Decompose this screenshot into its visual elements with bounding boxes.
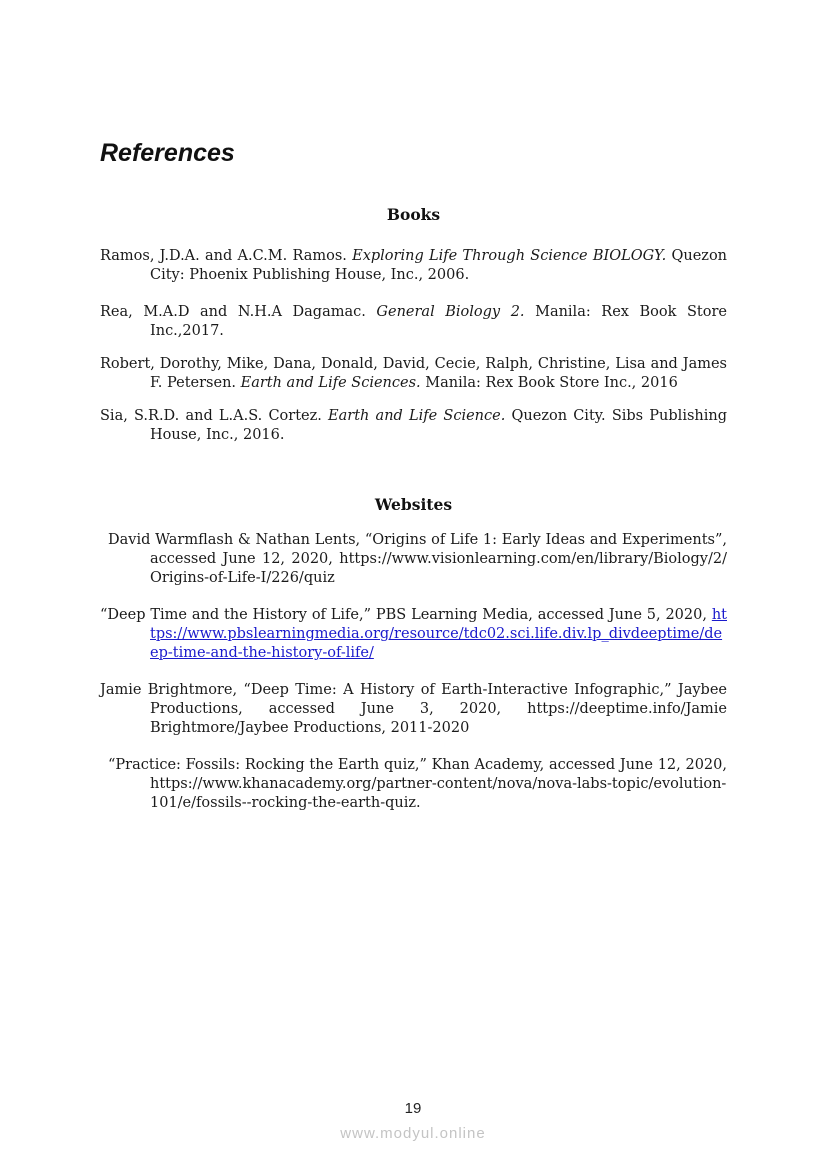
websites-heading: Websites	[374, 495, 453, 514]
book-title: General Biology 2.	[376, 304, 525, 320]
watermark: www.modyul.online	[340, 1125, 486, 1142]
book-reference: Sia, S.R.D. and L.A.S. Cortez. Earth and Life Science. Quezon City. Sibs Publishing House, Inc., 2016.	[100, 408, 727, 443]
book-reference: Ramos, J.D.A. and A.C.M. Ramos. Exploring Life Through Science BIOLOGY. Quezon City: Phoenix Publishing House, Inc., 2006.	[100, 248, 728, 283]
book-reference: Robert, Dorothy, Mike, Dana, Donald, David, Cecie, Ralph, Christine, Lisa and James F. Petersen. Earth and Life Sciences. Manila: Rex Book Store Inc., 2016	[100, 356, 727, 391]
page-number: 19	[404, 1100, 422, 1117]
website-reference: “Deep Time and the History of Life,” PBS Learning Media, accessed June 5, 2020, https://www.pbslearningmedia.org/resource/tdc02.sci.life.div.lp_divdeeptime/deep-time-and-the-history-of-life/	[100, 607, 727, 661]
reference-url: https://www.visionlearning.com/en/library/Biology/2/Origins-of-Life-I/226/quiz	[150, 551, 727, 586]
books-list	[100, 247, 727, 463]
page-title: References	[100, 139, 235, 167]
website-reference: Jamie Brightmore, “Deep Time: A History of Earth-Interactive Infographic,” Jaybee Productions, accessed June 3, 2020, https://deeptime.info/Jamie Brightmore/Jaybee Productions, 2011-2020	[100, 682, 727, 736]
pbs-link[interactable]: https://www.pbslearningmedia.org/resource/tdc02.sci.life.div.lp_divdeeptime/deep-time-and-the-history-of-life/	[150, 607, 727, 661]
website-reference: David Warmflash & Nathan Lents, “Origins of Life 1: Early Ideas and Experiments”, accessed June 12, 2020, https://www.visionlearning.com/en/library/Biology/2/Origins-of-Life-I/226/quiz	[108, 532, 727, 586]
reference-url: https://www.khanacademy.org/partner-content/nova/nova-labs-topic/evolution-101/e/fossils--rocking-the-earth-quiz.	[150, 776, 727, 811]
books-heading: Books	[386, 205, 441, 224]
book-title: Earth and Life Sciences.	[240, 375, 421, 391]
websites-list	[100, 531, 727, 831]
book-title: Earth and Life Science.	[328, 408, 506, 424]
book-reference: Rea, M.A.D and N.H.A Dagamac. General Biology 2. Manila: Rex Book Store Inc.,2017.	[100, 304, 727, 339]
website-reference: “Practice: Fossils: Rocking the Earth quiz,” Khan Academy, accessed June 12, 2020, https://www.khanacademy.org/partner-content/nova/nova-labs-topic/evolution-101/e/fossils--rocking-the-earth-quiz.	[108, 757, 727, 811]
book-title: Exploring Life Through Science BIOLOGY.	[352, 248, 667, 264]
